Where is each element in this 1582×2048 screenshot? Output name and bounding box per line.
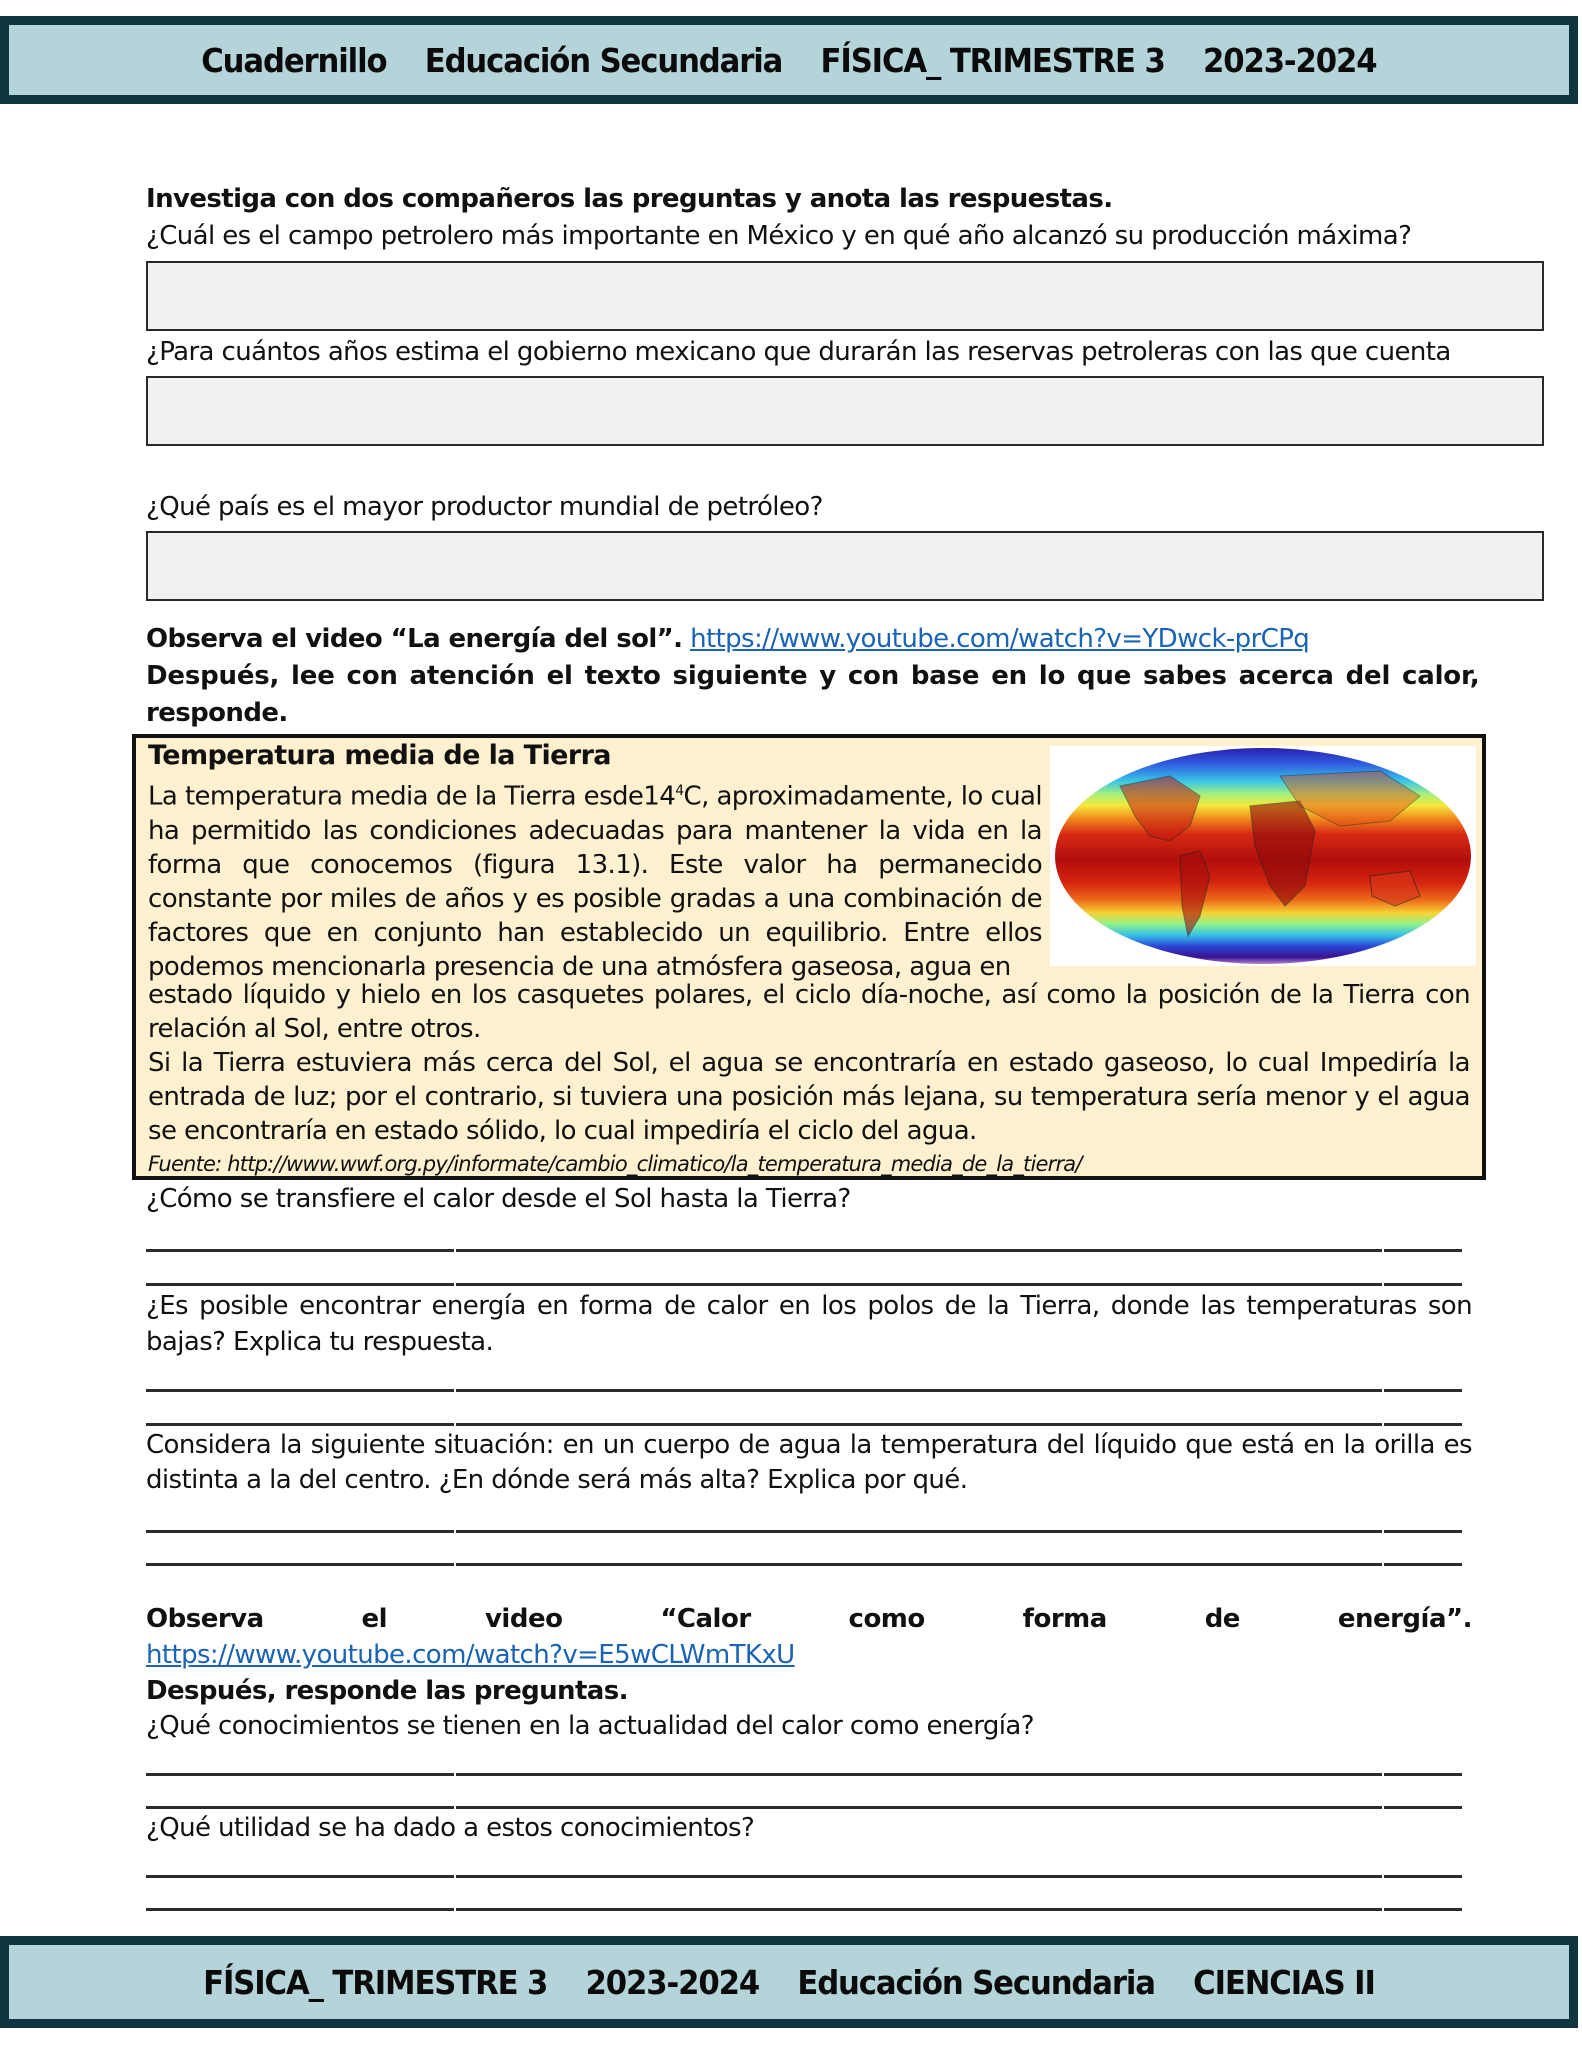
section2-instruction-cont: responde. xyxy=(146,698,288,728)
temperature-map-svg xyxy=(1050,746,1476,966)
answer-line[interactable] xyxy=(146,1530,1462,1533)
reading-title: Temperatura media de la Tierra xyxy=(148,740,611,771)
word: forma xyxy=(1022,1604,1107,1634)
word: video xyxy=(484,1604,563,1634)
question-heat-transfer: ¿Cómo se transfiere el calor desde el Sol hasta la Tierra? xyxy=(146,1184,851,1214)
reading-box xyxy=(132,734,1486,1180)
video-instruction-sun xyxy=(146,624,1309,654)
reading-source: Fuente: http://www.wwf.org.py/informate/cambio_climatico/la_temperatura_media_de_la_tierra/ xyxy=(148,1152,1082,1176)
question-knowledge-use: ¿Qué utilidad se ha dado a estos conocimientos? xyxy=(146,1813,755,1843)
word: “Calor xyxy=(660,1604,751,1634)
word: como xyxy=(848,1604,925,1634)
question-polar-heat: ¿Es posible encontrar energía en forma de calor en los polos de la Tierra, donde las temperaturas son bajas? Explica tu respuesta. xyxy=(146,1291,1472,1357)
question-water-body: Considera la siguiente situación: en un cuerpo de agua la temperatura del líquido que está en la orilla es distinta a la del centro. ¿En dónde será más alta? Explica por qué. xyxy=(146,1430,1472,1495)
video-title-sun: Observa el video “La energía del sol”. xyxy=(146,624,683,654)
reading-text: C, aproximadamente, lo cual ha permitido las condiciones adecuadas para mantener la vida en la forma que conocemos (figura 13.1). Este valor ha permanecido constante por miles de años y es posible gradas a una combinación de factores que en conjunto han establecido un equilibrio. Entre ellos podemos mencionarla presencia de una atmósfera gaseosa, agua en xyxy=(148,781,1042,982)
answer-line[interactable] xyxy=(146,1249,1462,1252)
video-instruction-heat xyxy=(146,1604,1472,1634)
answer-line[interactable] xyxy=(146,1875,1462,1878)
question-heat-knowledge: ¿Qué conocimientos se tienen en la actualidad del calor como energía? xyxy=(146,1711,1034,1741)
video-link-sun[interactable]: https://www.youtube.com/watch?v=YDwck-prCPq xyxy=(690,624,1310,654)
footer-title: FÍSICA_ TRIMESTRE 3 2023-2024 Educación Secundaria CIENCIAS II xyxy=(203,1962,1375,2002)
reading-paragraph-2: Si la Tierra estuviera más cerca del Sol, el agua se encontraría en estado gaseoso, lo cual Impediría la entrada de luz; por el contrario, si tuviera una posición más lejana, su temperatura sería menor y el agua se encontraría en estado sólido, lo cual impediría el ciclo del agua. xyxy=(148,1048,1470,1146)
word: Observa xyxy=(146,1604,264,1634)
question-oil-reserves: ¿Para cuántos años estima el gobierno mexicano que durarán las reservas petroleras con las que cuenta xyxy=(146,337,1451,367)
world-temperature-map-image xyxy=(1050,746,1476,966)
word: de xyxy=(1204,1604,1240,1634)
answer-box-top-producer[interactable] xyxy=(146,531,1544,601)
word: el xyxy=(361,1604,388,1634)
reading-paragraph-1-wrapped xyxy=(148,774,1042,984)
answer-line[interactable] xyxy=(146,1806,1462,1809)
answer-line[interactable] xyxy=(146,1773,1462,1776)
section1-instruction: Investiga con dos compañeros las preguntas y anota las respuestas. xyxy=(146,184,1113,214)
answer-line[interactable] xyxy=(146,1563,1462,1566)
header-banner xyxy=(0,16,1578,104)
reading-text: La temperatura media de la Tierra esde14 xyxy=(148,781,676,812)
section2-instruction: Después, lee con atención el texto siguiente y con base en lo que sabes acerca del calor, xyxy=(146,661,1480,691)
answer-line[interactable] xyxy=(146,1423,1462,1426)
video-link-heat[interactable]: https://www.youtube.com/watch?v=E5wCLWmTKxU xyxy=(146,1640,795,1670)
answer-line[interactable] xyxy=(146,1283,1462,1286)
section3-instruction: Después, responde las preguntas. xyxy=(146,1676,628,1706)
answer-line[interactable] xyxy=(146,1908,1462,1911)
question-top-producer: ¿Qué país es el mayor productor mundial de petróleo? xyxy=(146,492,823,522)
superscript: 4 xyxy=(675,783,684,799)
answer-box-oil-reserves[interactable] xyxy=(146,376,1544,446)
question-oil-field: ¿Cuál es el campo petrolero más importante en México y en qué año alcanzó su producción máxima? xyxy=(146,221,1412,251)
reading-paragraph-1-full: estado líquido y hielo en los casquetes polares, el ciclo día-noche, así como la posición de la Tierra con relación al Sol, entre otros. xyxy=(148,980,1470,1044)
answer-box-oil-field[interactable] xyxy=(146,261,1544,331)
footer-banner xyxy=(0,1936,1578,2028)
header-title: Cuadernillo Educación Secundaria FÍSICA_ TRIMESTRE 3 2023-2024 xyxy=(201,40,1377,80)
answer-line[interactable] xyxy=(146,1389,1462,1392)
word: energía”. xyxy=(1337,1604,1472,1634)
